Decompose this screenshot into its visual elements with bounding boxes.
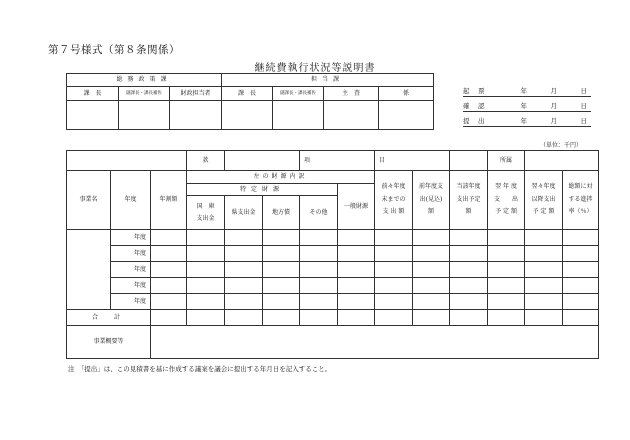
document-title: 継続費執行状況等説明書 [254, 63, 376, 74]
blank-cell [67, 151, 187, 171]
day-unit: 日 [580, 87, 587, 95]
data-cell[interactable] [263, 278, 300, 294]
date-label: 起 票 [463, 87, 486, 95]
col-header-tokutei: 特定財源 [187, 184, 338, 196]
data-cell[interactable] [413, 294, 450, 310]
data-cell[interactable] [338, 230, 375, 246]
date-label: 提 出 [463, 117, 486, 125]
data-cell[interactable] [263, 230, 300, 246]
year-unit: 年 [520, 102, 527, 110]
data-cell[interactable] [263, 294, 300, 310]
data-cell[interactable] [375, 230, 413, 246]
stamp-box[interactable] [379, 101, 434, 130]
data-cell[interactable] [300, 294, 338, 310]
total-cell[interactable] [151, 310, 187, 326]
data-cell[interactable] [187, 294, 225, 310]
data-cell[interactable] [151, 278, 187, 294]
col-header-ken: 県支出金 [225, 196, 263, 230]
approval-group-department: 担当課 [222, 74, 434, 87]
data-cell[interactable] [375, 278, 413, 294]
data-cell[interactable] [300, 246, 338, 262]
unit-label: （単位：千円） [540, 142, 583, 149]
date-block [463, 82, 591, 127]
approval-table [66, 73, 434, 130]
data-cell[interactable] [525, 278, 563, 294]
data-cell[interactable] [187, 246, 225, 262]
total-label: 合 計 [67, 310, 151, 326]
col-header-hiritsu: 総額に対 する進捗 率（％） [563, 171, 599, 230]
data-cell[interactable] [525, 230, 563, 246]
data-cell[interactable] [375, 294, 413, 310]
data-cell[interactable] [375, 246, 413, 262]
stamp-box[interactable] [67, 101, 119, 130]
day-unit: 日 [580, 102, 587, 110]
year-unit: 年 [520, 87, 527, 95]
data-cell[interactable] [300, 262, 338, 278]
col-header-zaigen-uchiwake: 左の財源内訳 [187, 171, 375, 184]
approval-col-label: 主 査 [324, 87, 379, 101]
row-label-nendo: 年度 [111, 246, 151, 262]
approval-col-label: 係 [379, 87, 434, 101]
data-cell[interactable] [488, 262, 525, 278]
data-cell[interactable] [263, 262, 300, 278]
data-cell[interactable] [338, 294, 375, 310]
data-cell[interactable] [151, 230, 187, 246]
moku-field[interactable] [450, 151, 488, 171]
col-header-yokuyoku: 翌々年度 以降支出 予 定 額 [525, 171, 563, 230]
summary-label: 事業概要等 [67, 326, 151, 359]
footnote: 注 「提出」は、この見積書を基に作成する議案を議会に提出する年月日を記入すること。 [68, 365, 332, 373]
row-label-nendo: 年度 [111, 262, 151, 278]
data-cell[interactable] [413, 278, 450, 294]
col-header-jigyo-mei: 事業名 [67, 171, 111, 230]
row-label-nendo: 年度 [111, 278, 151, 294]
data-cell[interactable] [338, 278, 375, 294]
data-cell[interactable] [187, 278, 225, 294]
data-cell[interactable] [338, 262, 375, 278]
data-cell[interactable] [413, 246, 450, 262]
data-cell[interactable] [300, 278, 338, 294]
row-label-nendo: 年度 [111, 294, 151, 310]
total-cell[interactable] [375, 310, 413, 326]
data-cell[interactable] [450, 278, 488, 294]
col-header-nenwari: 年割額 [151, 171, 187, 230]
day-unit: 日 [580, 117, 587, 125]
summary-field[interactable] [151, 326, 599, 359]
jigyo-mei-field[interactable] [67, 230, 111, 310]
total-cell[interactable] [338, 310, 375, 326]
form-number: 第７号様式（第８条関係） [48, 44, 180, 56]
stamp-box[interactable] [119, 101, 170, 130]
month-unit: 月 [550, 117, 557, 125]
data-cell[interactable] [563, 278, 599, 294]
date-row[interactable] [463, 82, 591, 97]
data-cell[interactable] [151, 246, 187, 262]
data-cell[interactable] [450, 246, 488, 262]
total-cell[interactable] [187, 310, 225, 326]
total-cell[interactable] [488, 310, 525, 326]
approval-col-label: 副課長・課長補佐 [273, 87, 324, 101]
total-cell[interactable] [563, 310, 599, 326]
total-cell[interactable] [525, 310, 563, 326]
date-row[interactable] [463, 112, 591, 127]
col-header-yokunendo: 翌 年 度 支 出 予 定 額 [488, 171, 525, 230]
data-cell[interactable] [488, 278, 525, 294]
total-cell[interactable] [450, 310, 488, 326]
approval-col-label: 副課長・課長補佐 [119, 87, 170, 101]
col-header-sonota: その他 [300, 196, 338, 230]
col-header-zennendo: 前年度支 出(見込) 額 [413, 171, 450, 230]
data-cell[interactable] [225, 294, 263, 310]
approval-col-label: 課 長 [67, 87, 119, 101]
stamp-box[interactable] [324, 101, 379, 130]
total-cell[interactable] [263, 310, 300, 326]
stamp-box[interactable] [273, 101, 324, 130]
data-cell[interactable] [187, 230, 225, 246]
data-cell[interactable] [338, 246, 375, 262]
data-cell[interactable] [225, 246, 263, 262]
year-unit: 年 [520, 117, 527, 125]
data-cell[interactable] [263, 246, 300, 262]
data-cell[interactable] [151, 294, 187, 310]
data-cell[interactable] [151, 262, 187, 278]
col-header-nendo: 年度 [111, 171, 151, 230]
data-cell[interactable] [488, 246, 525, 262]
data-cell[interactable] [450, 262, 488, 278]
approval-group-finance: 総務政策課 [67, 74, 222, 87]
col-header-chihosai: 地方債 [263, 196, 300, 230]
month-unit: 月 [550, 87, 557, 95]
row-label-nendo: 年度 [111, 230, 151, 246]
moku-label: 目 [375, 151, 450, 171]
approval-col-label: 財政担当者 [170, 87, 222, 101]
total-cell[interactable] [413, 310, 450, 326]
data-cell[interactable] [563, 262, 599, 278]
date-row[interactable] [463, 97, 591, 112]
total-cell[interactable] [225, 310, 263, 326]
data-cell[interactable] [187, 262, 225, 278]
shozoku-field[interactable] [525, 151, 599, 171]
kan-label: 款 [187, 151, 225, 171]
kan-field[interactable] [225, 151, 300, 171]
data-cell[interactable] [525, 262, 563, 278]
data-cell[interactable] [563, 230, 599, 246]
shozoku-label: 所属 [488, 151, 525, 171]
col-header-maemae: 前々年度 末までの 支 出 額 [375, 171, 413, 230]
data-cell[interactable] [225, 278, 263, 294]
month-unit: 月 [550, 102, 557, 110]
data-cell[interactable] [563, 294, 599, 310]
date-label: 確 認 [463, 102, 486, 110]
data-cell[interactable] [525, 246, 563, 262]
col-header-ippan: 一般財源 [338, 184, 375, 230]
data-cell[interactable] [225, 262, 263, 278]
total-cell[interactable] [300, 310, 338, 326]
col-header-kokko: 国 庫 支出金 [187, 196, 225, 230]
data-cell[interactable] [450, 294, 488, 310]
stamp-box[interactable] [222, 101, 273, 130]
kou-label: 項 [300, 151, 375, 171]
data-cell[interactable] [563, 246, 599, 262]
budget-table [66, 150, 599, 359]
data-cell[interactable] [450, 230, 488, 246]
data-cell[interactable] [375, 262, 413, 278]
col-header-tougai: 当該年度 支出予定 額 [450, 171, 488, 230]
data-cell[interactable] [488, 294, 525, 310]
approval-col-label: 課 長 [222, 87, 273, 101]
data-cell[interactable] [488, 230, 525, 246]
data-cell[interactable] [413, 230, 450, 246]
data-cell[interactable] [225, 230, 263, 246]
data-cell[interactable] [525, 294, 563, 310]
data-cell[interactable] [413, 262, 450, 278]
stamp-box[interactable] [170, 101, 222, 130]
data-cell[interactable] [300, 230, 338, 246]
